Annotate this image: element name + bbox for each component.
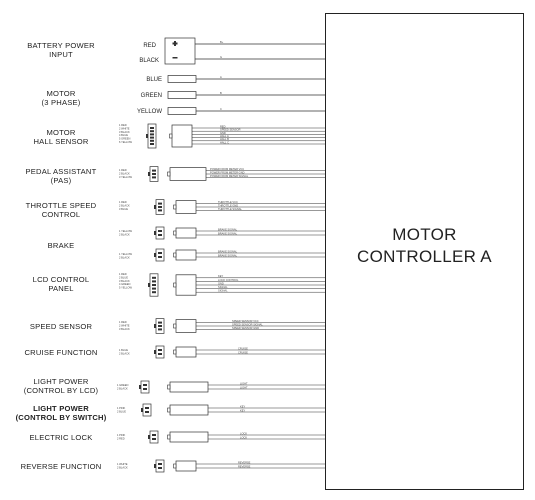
- hall-plug-pin-5: [150, 143, 154, 145]
- lcd-signal-2: GND: [218, 282, 224, 286]
- motor-phase-terminal-2: [168, 108, 196, 115]
- cruise-pin-1: 2 BLACK: [119, 352, 130, 356]
- cruise-plug: [156, 346, 164, 358]
- lcd-signal-3: SIGNAL: [218, 286, 228, 289]
- reverse-pin-1: 2 BLACK: [117, 466, 128, 470]
- light-lcd-signal-0: LIGHT: [240, 382, 248, 386]
- lcd-label-line1: LCD CONTROL: [32, 275, 90, 284]
- reverse-signal-0: REVERSE: [238, 461, 251, 465]
- cruise-housing-tab: [174, 350, 177, 354]
- lcd-plug-pin-1: [152, 280, 156, 282]
- controller-title-line2: CONTROLLER A: [357, 247, 492, 266]
- lcd-plug-pin-4: [152, 291, 156, 293]
- reverse-housing-tab: [174, 464, 177, 468]
- pas-pin-1: 2 BLACK: [119, 172, 130, 176]
- brake-a-signal-1: BRAKE SIGNAL: [218, 232, 238, 236]
- light-switch-pin-0: 1 PINK: [117, 407, 126, 410]
- brake-a-plug-latch: [154, 231, 156, 235]
- light-switch-label-line2: (CONTROL BY SWITCH): [15, 413, 107, 422]
- hall-signal-4: HALL B: [220, 138, 229, 142]
- pas-label-line1: PEDAL ASSISTANT: [25, 167, 97, 176]
- throttle-plug-pin-2: [158, 209, 162, 211]
- hall-plug-pin-1: [150, 130, 154, 132]
- pas-pin-2: 3 YELLOW: [119, 175, 132, 179]
- lock-label-text: ELECTRIC LOCK: [29, 433, 93, 442]
- lock-plug-pin-0: [152, 434, 156, 436]
- speed-housing: [176, 320, 196, 333]
- throttle-pin-1: 2 BLACK: [119, 204, 130, 208]
- hall-plug-latch: [146, 134, 148, 138]
- lcd-housing: [176, 275, 196, 295]
- throttle-pin-0: 1 RED: [119, 201, 127, 204]
- hall-pin-3: 4 BLUE: [119, 134, 128, 138]
- throttle-housing-tab: [174, 205, 177, 209]
- motor-wire-label-1: GREEN: [140, 93, 162, 99]
- pas-label-line2: (PAS): [50, 176, 72, 185]
- battery-signal-positive: B+: [220, 41, 224, 44]
- light-switch-plug: [143, 404, 151, 416]
- motor-label-line2: (3 PHASE): [41, 98, 81, 107]
- brake-a-pin-0: 1 YELLOW: [119, 230, 132, 233]
- pas-pin-0: 1 RED: [119, 169, 127, 172]
- speed-label-text: SPEED SENSOR: [29, 322, 93, 331]
- brake-b-pin-1: 2 BLACK: [119, 256, 130, 260]
- brake-a-housing-tab: [174, 231, 177, 235]
- hall-pin-4: 5 GREEN: [119, 137, 131, 141]
- pas-signal-1: POWER FROM METER GND: [210, 171, 245, 175]
- lcd-signal-4: SIGNAL: [218, 289, 228, 293]
- throttle-plug-pin-1: [158, 206, 162, 208]
- hall-signal-0: RED: [220, 125, 226, 129]
- light-switch-housing-tab: [168, 408, 171, 412]
- lock-plug: [150, 431, 158, 443]
- speed-pin-0: 1 RED: [119, 321, 127, 324]
- hall-pin-2: 3 BLACK: [119, 130, 130, 134]
- controller-title-line1: MOTOR: [392, 225, 457, 244]
- motor-label: [8, 89, 114, 107]
- lock-signal-0: LOCK: [240, 432, 248, 436]
- brake-a-signal-0: BRAKE SIGNAL: [218, 228, 238, 232]
- hall-signal-1: SPEED SENSOR: [220, 128, 241, 132]
- light-switch-plug-pin-0: [145, 407, 149, 409]
- motor-label-line1: MOTOR: [46, 89, 76, 98]
- cruise-pin-0: 1 BLUE: [119, 349, 128, 352]
- pas-plug-pin-2: [152, 176, 156, 178]
- throttle-plug-latch: [154, 205, 156, 209]
- lcd-pin-4: 5 YELLOW: [119, 286, 132, 290]
- speed-plug-latch: [154, 324, 156, 328]
- hall-label: [8, 128, 114, 146]
- motor-phase-signal-1: B: [220, 92, 222, 95]
- reverse-label: [8, 462, 114, 471]
- cruise-label: [8, 348, 114, 357]
- pas-signal-0: POWER FROM METER VCC: [210, 168, 245, 171]
- brake-b-signal-0: BRAKE SIGNAL: [218, 250, 238, 254]
- lock-plug-pin-1: [152, 438, 156, 440]
- lcd-plug-latch: [148, 283, 150, 287]
- throttle-label-line2: CONTROL: [41, 210, 81, 219]
- speed-plug-pin-2: [158, 328, 162, 330]
- light-lcd-label-line2: (CONTROL BY LCD): [23, 386, 99, 395]
- battery-plus-bar: [173, 43, 178, 45]
- light-switch-pin-1: 2 BLUE: [117, 410, 126, 414]
- cruise-signal-1: CRUISE: [238, 351, 248, 355]
- cruise-signal-0: CRUISE: [238, 347, 248, 351]
- pas-housing-tab: [168, 172, 171, 176]
- light-lcd-housing: [170, 382, 208, 392]
- lcd-signal-0: KEY: [218, 275, 224, 279]
- hall-signal-2: GND: [220, 131, 226, 135]
- throttle-signal-2: THROTTLE SIGNAL: [218, 207, 242, 211]
- speed-plug-pin-0: [158, 322, 162, 324]
- pas-plug-latch: [148, 172, 150, 176]
- reverse-plug-pin-0: [158, 463, 162, 465]
- reverse-plug-latch: [154, 464, 156, 468]
- brake-label-text: BRAKE: [47, 241, 75, 250]
- hall-pin-5: 6 YELLOW: [119, 141, 132, 144]
- pas-label: [8, 167, 114, 185]
- lock-housing-tab: [168, 435, 171, 439]
- brake-b-plug-pin-1: [158, 256, 162, 258]
- motor-controller-box: [325, 13, 524, 490]
- speed-signal-0: SPEED SENSOR VCC: [232, 320, 259, 323]
- motor-wire-label-0: BLUE: [146, 77, 162, 83]
- brake-b-plug-pin-0: [158, 252, 162, 254]
- cruise-plug-latch: [154, 350, 156, 354]
- speed-pin-1: 2 WHITE: [119, 324, 130, 328]
- light-switch-plug-pin-1: [145, 411, 149, 413]
- pas-plug-pin-0: [152, 170, 156, 172]
- hall-housing: [172, 125, 192, 147]
- light-lcd-plug-pin-1: [143, 388, 147, 390]
- lcd-pin-1: 2 BLUE: [119, 276, 128, 280]
- light-switch-housing: [170, 405, 208, 415]
- hall-housing-tab: [170, 134, 173, 138]
- lcd-plug-pin-0: [152, 277, 156, 279]
- light-switch-signal-0: KEY: [240, 405, 246, 409]
- cruise-housing: [176, 347, 196, 357]
- hall-label-line1: MOTOR: [46, 128, 76, 137]
- lock-pin-1: 2 RED: [117, 437, 125, 441]
- cruise-plug-pin-0: [158, 349, 162, 351]
- throttle-housing: [176, 201, 196, 214]
- pas-housing: [170, 168, 206, 181]
- brake-b-housing: [176, 250, 196, 260]
- light-switch-label: [8, 404, 114, 422]
- light-lcd-pin-1: 2 BLACK: [117, 387, 128, 391]
- battery-label: [8, 41, 114, 59]
- reverse-signal-1: REVERSE: [238, 465, 251, 469]
- lcd-plug-pin-3: [152, 288, 156, 290]
- motor-phase-signal-2: C: [220, 108, 222, 111]
- cruise-label-text: CRUISE FUNCTION: [24, 348, 98, 357]
- hall-plug-pin-2: [150, 133, 154, 135]
- throttle-pin-2: 3 BLUE: [119, 207, 128, 211]
- motor-phase-signal-0: A: [220, 76, 222, 79]
- hall-plug-pin-4: [150, 140, 154, 142]
- hall-label-line2: HALL SENSOR: [33, 137, 89, 146]
- hall-pin-0: 1 RED: [119, 124, 127, 127]
- brake-a-housing: [176, 228, 196, 238]
- light-switch-plug-latch: [141, 408, 143, 412]
- battery-label-line2: INPUT: [49, 50, 73, 59]
- pas-plug-pin-1: [152, 173, 156, 175]
- lcd-housing-tab: [174, 283, 177, 287]
- lock-pin-0: 1 PINK: [117, 434, 126, 437]
- controller-title: [326, 224, 523, 268]
- brake-a-plug-pin-1: [158, 234, 162, 236]
- lcd-plug-pin-2: [152, 284, 156, 286]
- light-lcd-label: [8, 377, 114, 395]
- speed-housing-tab: [174, 324, 177, 328]
- light-lcd-label-line1: LIGHT POWER: [33, 377, 89, 386]
- brake-b-plug: [156, 249, 164, 261]
- light-lcd-pin-0: 1 GREEN: [117, 384, 129, 387]
- throttle-label: [8, 201, 114, 219]
- battery-terminal-block: [165, 38, 195, 64]
- battery-wire-red-label: RED: [143, 43, 156, 49]
- throttle-signal-1: THROTTLE GND: [218, 204, 239, 208]
- brake-a-pin-1: 2 BLACK: [119, 233, 130, 237]
- light-lcd-plug-latch: [139, 385, 141, 389]
- motor-wire-label-2: YELLOW: [136, 109, 162, 115]
- speed-signal-1: SPEED SENSOR SIGNAL: [232, 323, 263, 327]
- hall-signal-3: HALL A: [220, 135, 229, 138]
- lcd-pin-3: 4 GREEN: [119, 283, 131, 287]
- hall-plug-pin-0: [150, 127, 154, 129]
- throttle-label-line1: THROTTLE SPEED: [25, 201, 97, 210]
- battery-signal-negative: G: [220, 56, 223, 59]
- lcd-label-line2: PANEL: [48, 284, 74, 293]
- throttle-signal-0: THROTTLE VCC: [218, 201, 238, 204]
- speed-plug-pin-1: [158, 325, 162, 327]
- lock-signal-1: LOCK: [240, 436, 248, 440]
- battery-label-line1: BATTERY POWER: [27, 41, 95, 50]
- motor-phase-terminal-1: [168, 92, 196, 99]
- hall-signal-5: HALL C: [220, 141, 229, 145]
- brake-label: [8, 241, 114, 250]
- reverse-pin-0: 1 WHITE: [117, 463, 128, 466]
- light-lcd-signal-1: LIGHT: [240, 386, 248, 390]
- throttle-plug-pin-0: [158, 203, 162, 205]
- lcd-label: [8, 275, 114, 293]
- brake-b-plug-latch: [154, 253, 156, 257]
- light-switch-signal-1: KEY: [240, 409, 246, 413]
- pas-signal-2: POWER FROM METER SIGNAL: [210, 174, 249, 178]
- light-switch-label-line1: LIGHT POWER: [33, 404, 89, 413]
- brake-b-pin-0: 1 YELLOW: [119, 253, 132, 256]
- battery-wire-black-label: BLACK: [139, 58, 159, 64]
- light-lcd-plug-pin-0: [143, 384, 147, 386]
- lcd-pin-0: 1 RED: [119, 273, 127, 276]
- brake-b-signal-1: BRAKE SIGNAL: [218, 254, 238, 258]
- lcd-signal-1: LOCK CONTROL: [218, 278, 239, 282]
- brake-a-plug: [156, 227, 164, 239]
- reverse-housing: [176, 461, 196, 471]
- lock-housing: [170, 432, 208, 442]
- reverse-plug: [156, 460, 164, 472]
- speed-label: [8, 322, 114, 331]
- lock-plug-latch: [148, 435, 150, 439]
- reverse-label-text: REVERSE FUNCTION: [20, 462, 102, 471]
- light-lcd-plug: [141, 381, 149, 393]
- speed-pin-2: 3 BLACK: [119, 327, 130, 331]
- brake-a-plug-pin-0: [158, 230, 162, 232]
- light-lcd-housing-tab: [168, 385, 171, 389]
- lock-label: [8, 433, 114, 442]
- reverse-plug-pin-1: [158, 467, 162, 469]
- hall-plug-pin-3: [150, 137, 154, 139]
- motor-phase-terminal-0: [168, 76, 196, 83]
- hall-pin-1: 2 WHITE: [119, 127, 130, 131]
- cruise-plug-pin-1: [158, 353, 162, 355]
- lcd-pin-2: 3 BLACK: [119, 279, 130, 283]
- brake-b-housing-tab: [174, 253, 177, 257]
- battery-minus-mark: [173, 57, 178, 59]
- speed-signal-2: SPEED SENSOR GND: [232, 326, 259, 330]
